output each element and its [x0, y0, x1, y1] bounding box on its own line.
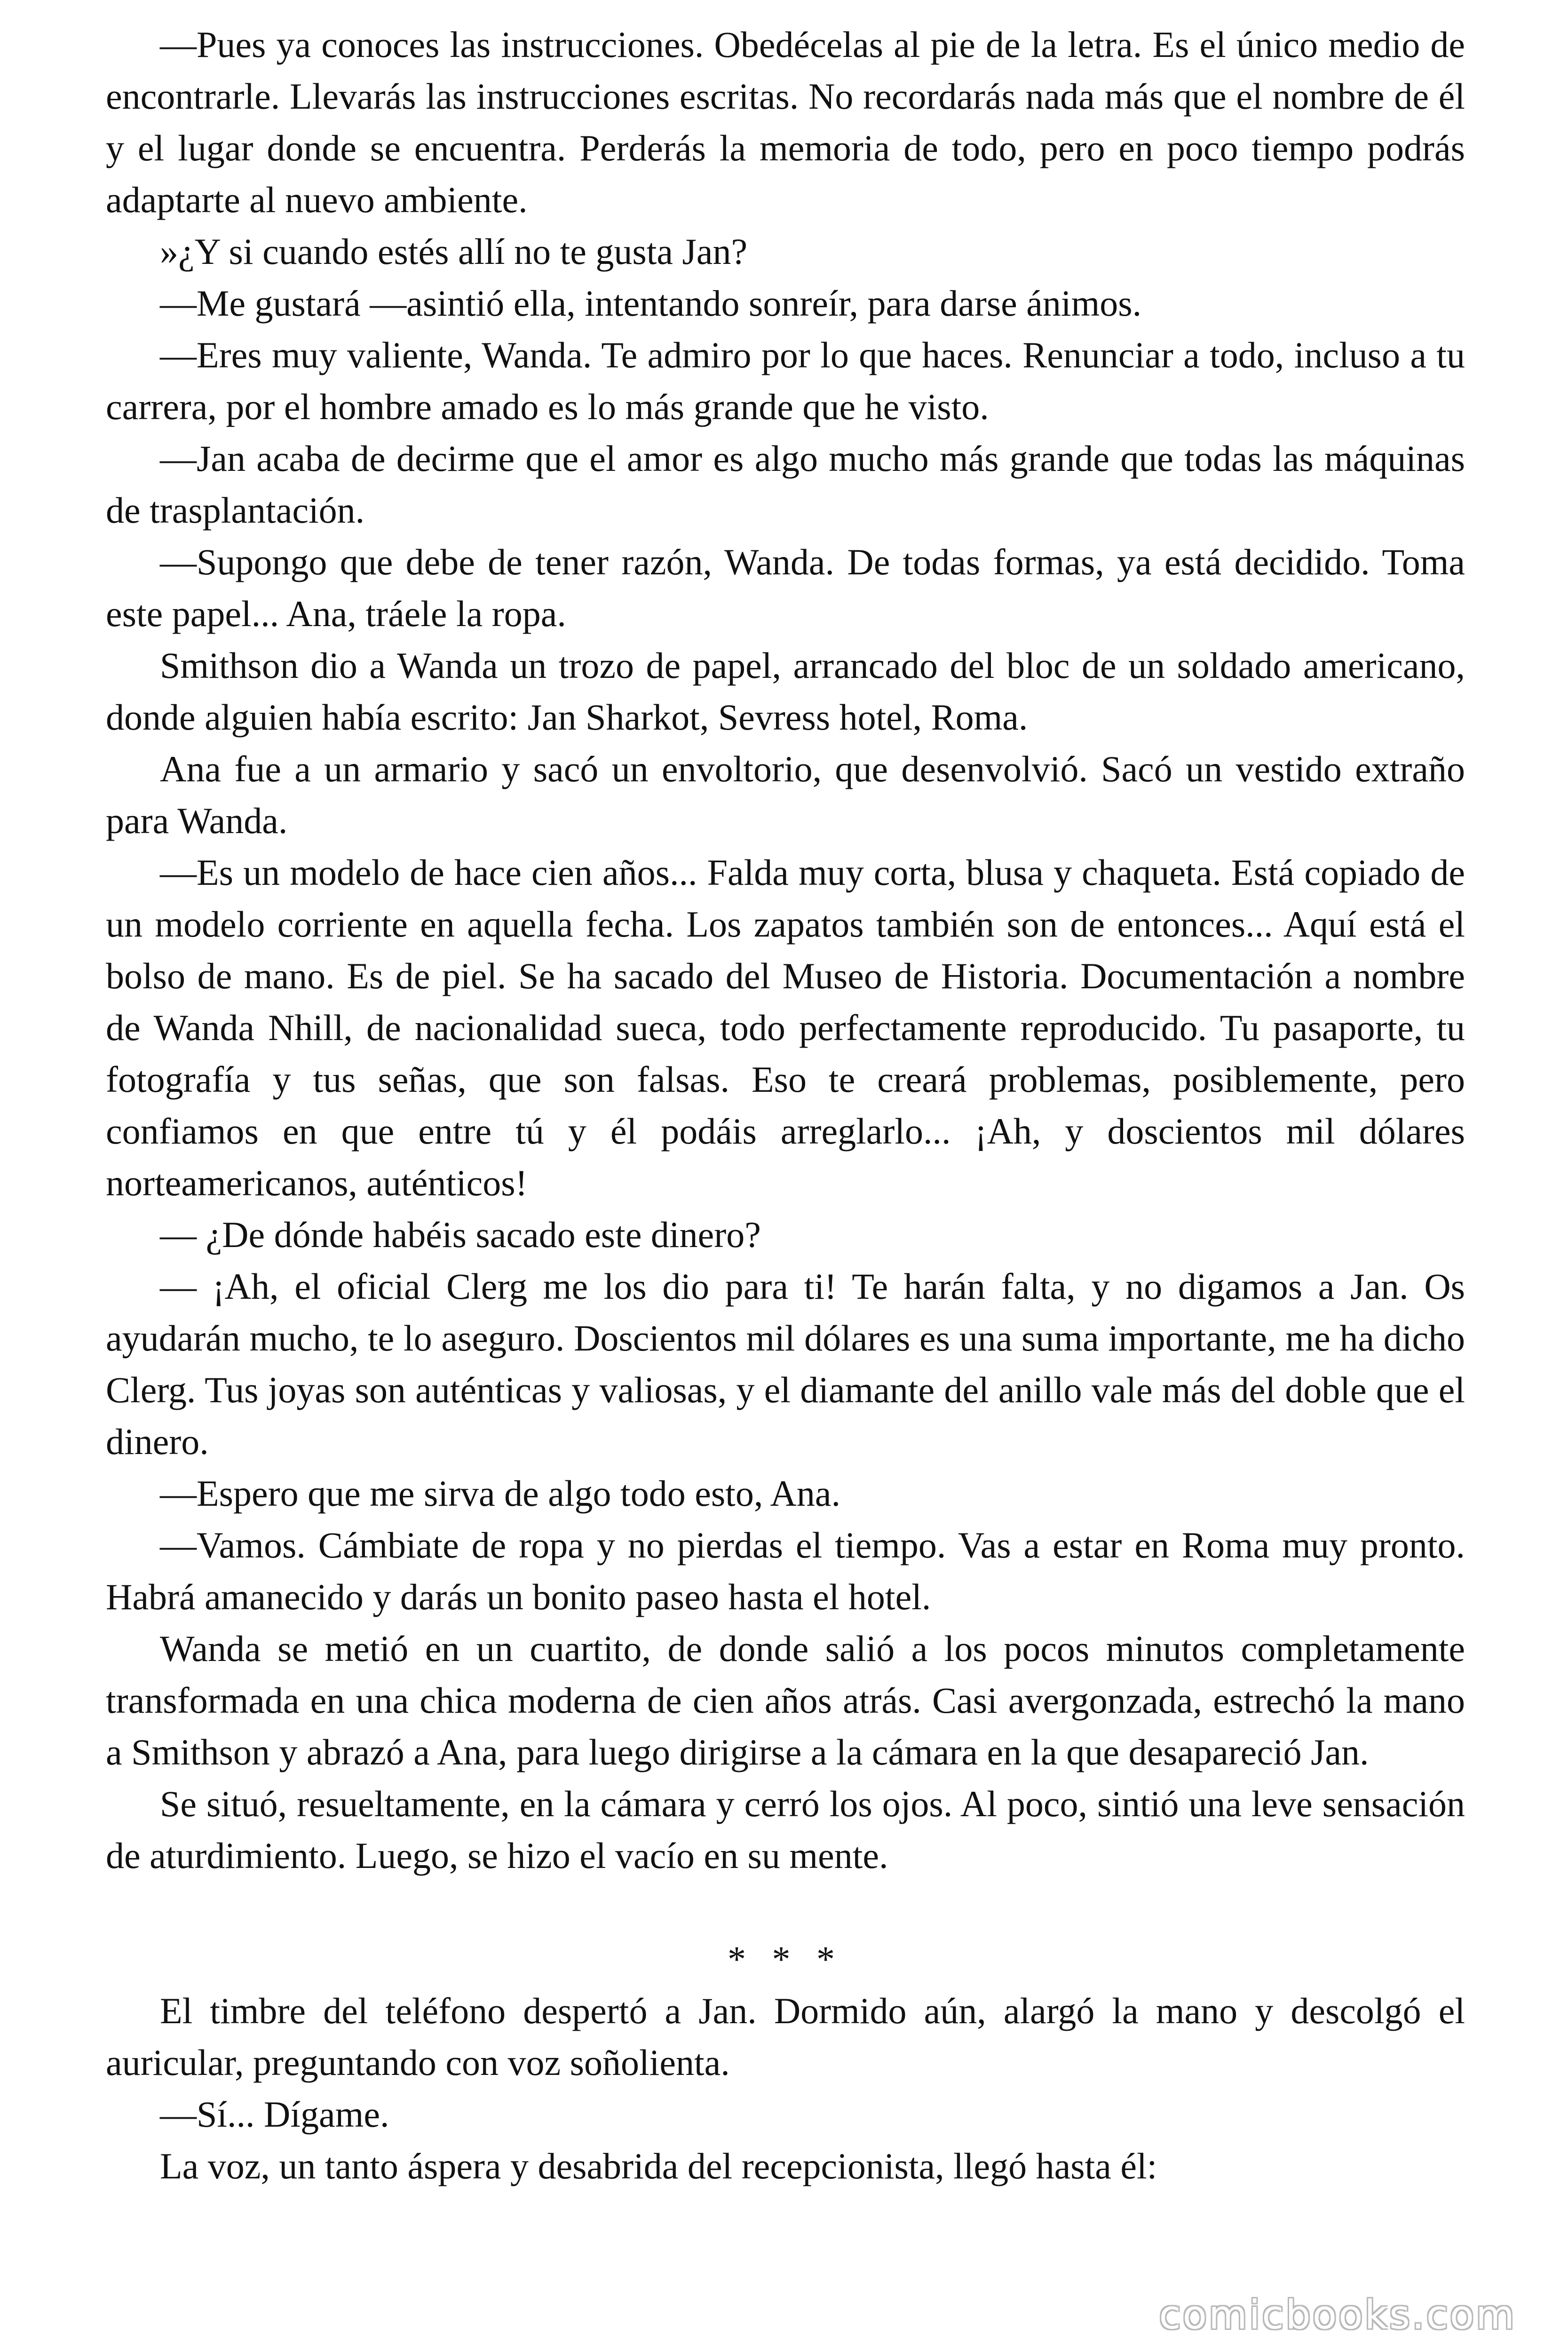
paragraph: Se situó, resueltamente, en la cámara y cerró los ojos. Al poco, sintió una leve sensación de aturdimiento. Luego, se hizo el vacío en su mente. [106, 1783, 1465, 1876]
paragraph: —Sí... Dígame. [160, 2094, 389, 2135]
paragraph: El timbre del teléfono despertó a Jan. Dormido aún, alargó la mano y descolgó el auricular, preguntando con voz soñolienta. [106, 1990, 1465, 2083]
paragraph: — ¿De dónde habéis sacado este dinero? [160, 1214, 761, 1255]
paragraph: —Espero que me sirva de algo todo esto, Ana. [160, 1473, 840, 1514]
section-break: * * * [728, 1939, 843, 1979]
paragraph: La voz, un tanto áspera y desabrida del recepcionista, llegó hasta él: [160, 2145, 1157, 2186]
paragraph: —Me gustará —asintió ella, intentando sonreír, para darse ánimos. [160, 283, 1142, 324]
paragraph: Wanda se metió en un cuartito, de donde salió a los pocos minutos completamente transformada en una chica moderna de cien años atrás. Casi avergonzada, estrechó la mano a Smithson y abrazó a Ana, para luego dirigirse a la cámara en la que desapareció Jan. [106, 1628, 1465, 1772]
paragraph: Smithson dio a Wanda un trozo de papel, arrancado del bloc de un soldado americano, donde alguien había escrito: Jan Sharkot, Sevress hotel, Roma. [106, 645, 1465, 738]
watermark: comicbooks.com [1159, 2292, 1516, 2338]
paragraph: Ana fue a un armario y sacó un envoltorio, que desenvolvió. Sacó un vestido extraño para Wanda. [106, 748, 1465, 841]
paragraph: —Jan acaba de decirme que el amor es algo mucho más grande que todas las máquinas de trasplantación. [106, 438, 1465, 531]
paragraph: —Pues ya conoces las instrucciones. Obedécelas al pie de la letra. Es el único medio de encontrarle. Llevarás las instrucciones escritas. No recordarás nada más que el nombre de él y el lugar donde se encuentra. Perderás la memoria de todo, pero en poco tiempo podrás adaptarte al nuevo ambiente. [106, 24, 1465, 220]
paragraph: —Vamos. Cámbiate de ropa y no pierdas el tiempo. Vas a estar en Roma muy pronto. Habrá amanecido y darás un bonito paseo hasta el hotel. [106, 1525, 1465, 1617]
paragraph: —Supongo que debe de tener razón, Wanda. De todas formas, ya está decidido. Toma este papel... Ana, tráele la ropa. [106, 541, 1465, 634]
paragraph: »¿Y si cuando estés allí no te gusta Jan? [160, 231, 748, 272]
paragraph: —Eres muy valiente, Wanda. Te admiro por lo que haces. Renunciar a todo, incluso a tu carrera, por el hombre amado es lo más grande que he visto. [106, 334, 1465, 427]
paragraph: — ¡Ah, el oficial Clerg me los dio para ti! Te harán falta, y no digamos a Jan. Os ayudarán mucho, te lo aseguro. Doscientos mil dólares es una suma importante, me ha dicho Clerg. Tus joyas son auténticas y valiosas, y el diamante del anillo vale más del doble que el dinero. [106, 1266, 1465, 1462]
body-text [106, 19, 1465, 2192]
paragraph: —Es un modelo de hace cien años... Falda muy corta, blusa y chaqueta. Está copiado de un modelo corriente en aquella fecha. Los zapatos también son de entonces... Aquí está el bolso de mano. Es de piel. Se ha sacado del Museo de Historia. Documentación a nombre de Wanda Nhill, de nacionalidad sueca, todo perfectamente reproducido. Tu pasaporte, tu fotografía y tus señas, que son falsas. Eso te creará problemas, posiblemente, pero confiamos en que entre tú y él podáis arreglarlo... ¡Ah, y doscientos mil dólares norteamericanos, auténticos! [106, 852, 1465, 1203]
